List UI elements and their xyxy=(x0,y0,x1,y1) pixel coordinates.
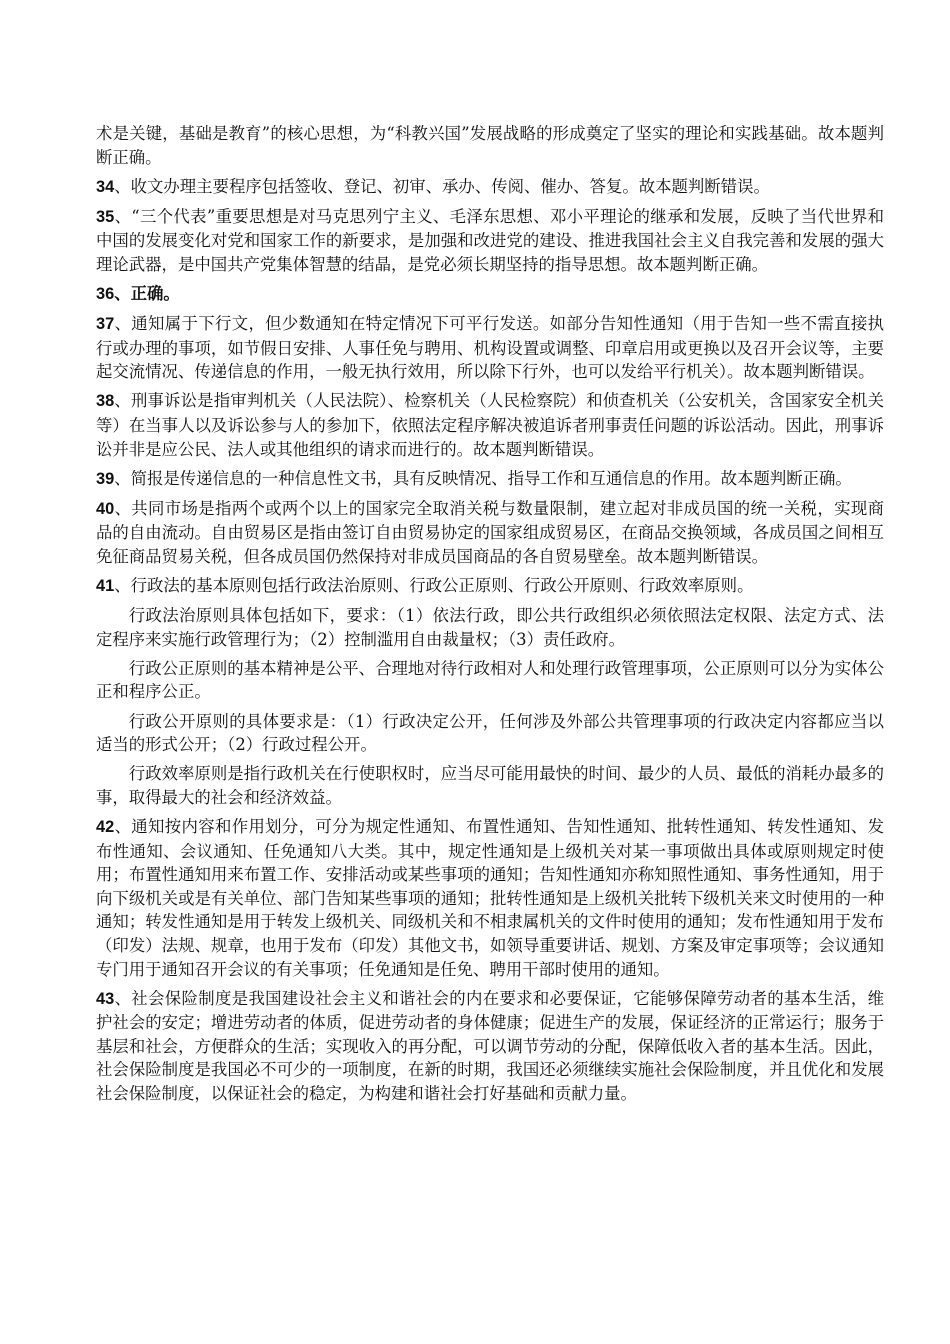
answer-37 xyxy=(96,312,884,384)
answer-text: 、通知属于下行文，但少数通知在特定情况下可平行发送。如部分告知性通知（用于告知一些不需直接执行或办理的事项，如节假日安排、人事任免与聘用、机构设置或调整、印章启用或更换以及召开会议等，主要起交流情况、传递信息的作用，一般无执行效用，所以除下行外，也可以发给平行机关）。故本题判断错误。 xyxy=(96,314,884,382)
answer-text: 、“三个代表”重要思想是对马克思列宁主义、毛泽东思想、邓小平理论的继承和发展，反映了当代世界和中国的发展变化对党和国家工作的新要求，是加强和改进党的建设、推进我国社会主义自我完善和发展的强大理论武器，是中国共产党集体智慧的结晶，是党必须长期坚持的指导思想。故本题判断正确。 xyxy=(96,206,884,274)
answer-text: 、刑事诉讼是指审判机关（人民法院）、检察机关（人民检察院）和侦查机关（公安机关，含国家安全机关等）在当事人以及诉讼参与人的参加下，依照法定程序解决被追诉者刑事责任问题的诉讼活动。因此，刑事诉讼并非是应公民、法人或其他组织的请求而进行的。故本题判断错误。 xyxy=(96,391,884,459)
answer-35 xyxy=(96,205,884,277)
answer-number: 36 xyxy=(96,285,115,304)
answer-41-openness: 行政公开原则的具体要求是：（1）行政决定公开，任何涉及外部公共管理事项的行政决定内容都应当以适当的形式公开；（2）行政过程公开。 xyxy=(96,711,884,755)
answer-text: 、行政法的基本原则包括行政法治原则、行政公正原则、行政公开原则、行政效率原则。 xyxy=(114,576,754,596)
answer-40 xyxy=(96,497,884,569)
continuation-paragraph: 术是关键，基础是教育”的核心思想，为“科教兴国”发展战略的形成奠定了坚实的理论和实践基础。故本题判断正确。 xyxy=(96,124,884,167)
answer-text: 、社会保险制度是我国建设社会主义和谐社会的内在要求和必要保证，它能够保障劳动者的基本生活，维护社会的安定；增进劳动者的体质，促进劳动者的身体健康；促进生产的发展，保证经济的正常运行；服务于基层和社会，方便群众的生活；实现收入的再分配，可以调节劳动的分配，保障低收入者的基本生活。因此，社会保险制度是我国必不可少的一项制度，在新的时期，我国还必须继续实施社会保险制度，并且优化和发展社会保险制度，以保证社会的稳定，为构建和谐社会打好基础和贡献力量。 xyxy=(96,988,884,1103)
answer-41 xyxy=(96,574,884,599)
answer-number: 40 xyxy=(96,499,115,518)
answer-text: 、简报是传递信息的一种信息性文书，具有反映情况、指导工作和互通信息的作用。故本题判断正确。 xyxy=(114,468,852,488)
answer-41-fairness: 行政公正原则的基本精神是公平、合理地对待行政相对人和处理行政管理事项，公正原则可以分为实体公正和程序公正。 xyxy=(96,658,884,702)
answer-36 xyxy=(96,282,884,307)
answer-text: 、正确。 xyxy=(114,284,180,304)
answer-34 xyxy=(96,175,884,200)
answer-number: 43 xyxy=(96,989,115,1008)
answer-number: 39 xyxy=(96,469,115,488)
answer-43 xyxy=(96,987,884,1106)
answer-number: 42 xyxy=(96,817,115,836)
answer-number: 37 xyxy=(96,315,115,334)
answer-number: 35 xyxy=(96,207,115,226)
answer-41-efficiency: 行政效率原则是指行政机关在行使职权时，应当尽可能用最快的时间、最少的人员、最低的消耗办最多的事，取得最大的社会和经济效益。 xyxy=(96,764,884,807)
answer-39 xyxy=(96,467,884,492)
answer-number: 34 xyxy=(96,177,115,196)
document-page xyxy=(96,122,884,1111)
answer-38 xyxy=(96,389,884,461)
answer-text: 、通知按内容和作用划分，可分为规定性通知、布置性通知、告知性通知、批转性通知、转发性通知、发布性通知、会议通知、任免通知八大类。其中，规定性通知是上级机关对某一事项做出具体或原则规定时使用；布置性通知用来布置工作、安排活动或某些事项的通知；告知性通知亦称知照性通知、事务性通知，用于向下级机关或是有关单位、部门告知某些事项的通知；批转性通知是上级机关批转下级机关来文时使用的一种通知；转发性通知是用于转发上级机关、同级机关和不相隶属机关的文件时使用的通知；发布性通知用于发布（印发）法规、规章，也用于发布（印发）其他文书，如领导重要讲话、规划、方案及审定事项等；会议通知专门用于通知召开会议的有关事项；任免通知是任免、聘用干部时使用的通知。 xyxy=(96,816,884,979)
answer-number: 38 xyxy=(96,392,115,411)
answer-42 xyxy=(96,815,884,981)
answer-number: 41 xyxy=(96,577,115,596)
answer-text: 、共同市场是指两个或两个以上的国家完全取消关税与数量限制，建立起对非成员国的统一关税，实现商品的自由流动。自由贸易区是指由签订自由贸易协定的国家组成贸易区，在商品交换领域，各成员国之间相互免征商品贸易关税，但各成员国仍然保持对非成员国商品的各自贸易壁垒。故本题判断错误。 xyxy=(96,498,884,566)
answer-text: 、收文办理主要程序包括签收、登记、初审、承办、传阅、催办、答复。故本题判断错误。 xyxy=(114,176,770,196)
answer-41-rule-of-law: 行政法治原则具体包括如下，要求：（1）依法行政，即公共行政组织必须依照法定权限、法定方式、法定程序来实施行政管理行为；（2）控制滥用自由裁量权；（3）责任政府。 xyxy=(96,606,884,649)
